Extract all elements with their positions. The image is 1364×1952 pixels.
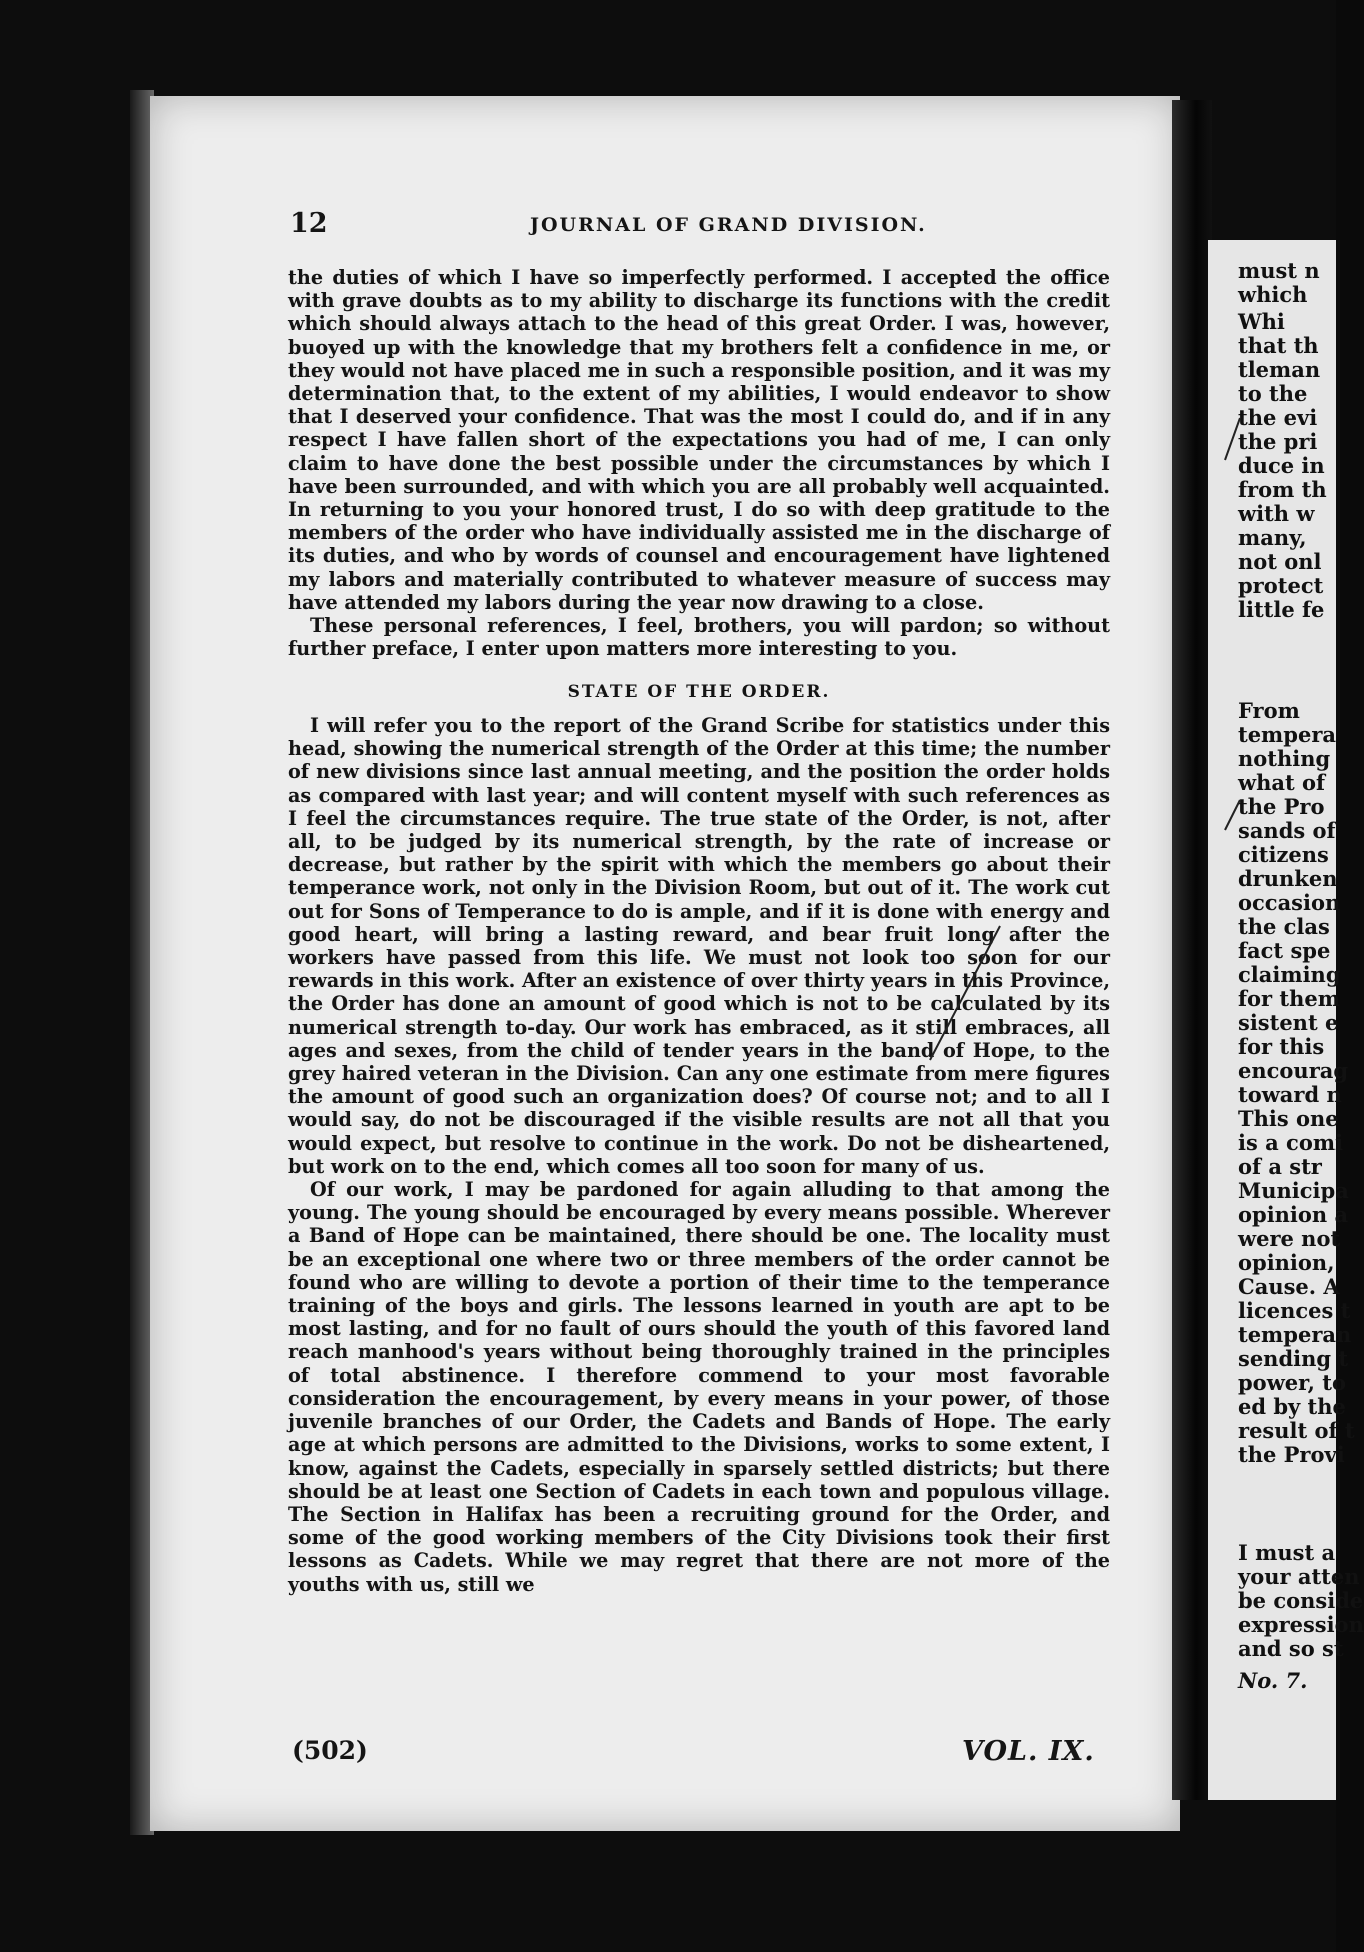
facing-page-line: tleman bbox=[1238, 357, 1321, 382]
facing-page-line: is a comi bbox=[1238, 1130, 1344, 1155]
facing-page-line: result of t bbox=[1238, 1418, 1355, 1443]
facing-page-line: little fe bbox=[1238, 597, 1325, 622]
facing-page-line: what of bbox=[1238, 770, 1326, 795]
facing-page-line: sistent e bbox=[1238, 1010, 1339, 1035]
facing-page-line: from th bbox=[1238, 477, 1327, 502]
section-paragraph: Of our work, I may be pardoned for again alluding to that among the young. The young should be encouraged by every means possible. Wherever a Band of Hope can be maintained, there should be one. The locality must be an exceptional one where two or three members of the order cannot be found who are willing to devote a portion of their time to the temperance training of the boys and girls. The lessons learned in youth are apt to be most lasting, and for no fault of ours should the youth of this favored land reach manhood's years without being thoroughly trained in the principles of total abstinence. I therefore commend to your most favorable consideration the encouragement, by every means in your power, of those juvenile branches of our Order, the Cadets and Bands of Hope. The early age at which persons are admitted to the Divisions, works to some extent, I know, against the Cadets, especially in sparsely settled districts; but there should be at least one Section of Cadets in each town and populous village. The Section in Halifax has been a recruiting ground for the Order, and some of the good working members of the City Divisions took their first lessons as Cadets. While we may regret that there are not more of the youths with us, still we bbox=[288, 1178, 1110, 1596]
facing-page-line: be conside bbox=[1238, 1588, 1364, 1613]
facing-page-line: temperan bbox=[1238, 1322, 1352, 1347]
facing-page-line: which bbox=[1238, 282, 1308, 307]
facing-page-line: sands of bbox=[1238, 818, 1336, 843]
book-gutter bbox=[1172, 100, 1212, 1800]
section-heading: STATE OF THE ORDER. bbox=[567, 682, 831, 702]
facing-page-line: I must a bbox=[1238, 1540, 1336, 1565]
facing-page-line: From bbox=[1238, 698, 1300, 723]
facing-page-line: of a str bbox=[1238, 1154, 1322, 1179]
facing-page-line: opinion a bbox=[1238, 1202, 1349, 1227]
facing-page-line: to the bbox=[1238, 381, 1308, 406]
facing-page-line: nothing bbox=[1238, 746, 1331, 771]
facing-page-line: the clas bbox=[1238, 914, 1330, 939]
facing-page-line: fact spe bbox=[1238, 938, 1331, 963]
facing-page-line: and so st bbox=[1238, 1636, 1344, 1661]
facing-page-line: protect bbox=[1238, 573, 1324, 598]
facing-page-line: for this bbox=[1238, 1034, 1325, 1059]
page-number: 12 bbox=[290, 208, 328, 239]
facing-page-line: duce in bbox=[1238, 453, 1325, 478]
facing-page-line: claiming bbox=[1238, 962, 1341, 987]
facing-page-line: Whi bbox=[1238, 309, 1285, 334]
facing-page-line: encourag bbox=[1238, 1058, 1349, 1083]
intro-text-block bbox=[288, 266, 1110, 660]
facing-page-line: the Provi bbox=[1238, 1442, 1345, 1467]
facing-page-line: Cause. A bbox=[1238, 1274, 1340, 1299]
facing-page-line: many, bbox=[1238, 525, 1307, 550]
facing-page-line: your atten bbox=[1238, 1564, 1360, 1589]
facing-page-line: expression bbox=[1238, 1612, 1364, 1637]
facing-page-line: licences t bbox=[1238, 1298, 1351, 1323]
facing-page-line: opinion, bbox=[1238, 1250, 1335, 1275]
intro-paragraph: These personal references, I feel, brothers, you will pardon; so without further preface, I enter upon matters more interesting to you. bbox=[288, 614, 1110, 661]
running-head: JOURNAL OF GRAND DIVISION. bbox=[530, 214, 927, 236]
facing-page-line: for them bbox=[1238, 986, 1340, 1011]
facing-page-line: No. 7. bbox=[1238, 1668, 1308, 1693]
facing-page-fragment bbox=[1208, 240, 1364, 1800]
facing-page-line: power, to bbox=[1238, 1370, 1346, 1395]
page-header bbox=[290, 208, 1100, 238]
journal-page bbox=[150, 96, 1180, 1831]
section-paragraph: I will refer you to the report of the Grand Scribe for statistics under this head, showing the numerical strength of the Order at this time; the number of new divisions since last annual meeting, and the position the order holds as compared with last year; and will content myself with such references as I feel the circumstances require. The true state of the Order, is not, after all, to be judged by its numerical strength, by the rate of increase or decrease, but rather by the spirit with which the members go about their temperance work, not only in the Division Room, but out of it. The work cut out for Sons of Temperance to do is ample, and if it is done with energy and good heart, will bring a lasting reward, and bear fruit long after the workers have passed from this life. We must not look too soon for our rewards in this work. After an existence of over thirty years in this Province, the Order has done an amount of good which is not to be calculated by its numerical strength to-day. Our work has embraced, as it still embraces, all ages and sexes, from the child of tender years in the band of Hope, to the grey haired veteran in the Division. Can any one estimate from mere figures the amount of good such an organization does? Of course not; and to all I would say, do not be discouraged if the visible results are not all that you would expect, but resolve to continue in the work. Do not be disheartened, but work on to the end, which comes all too soon for many of us. bbox=[288, 714, 1110, 1178]
facing-page-line: the evi bbox=[1238, 405, 1318, 430]
facing-page-line: must n bbox=[1238, 258, 1320, 283]
intro-paragraph: the duties of which I have so imperfectly performed. I accepted the office with grave doubts as to my ability to discharge its functions with the credit which should always attach to the head of this great Order. I was, however, buoyed up with the knowledge that my brothers felt a confidence in me, or they would not have placed me in such a responsible position, and it was my determination that, to the extent of my abilities, I would endeavor to show that I deserved your confidence. That was the most I could do, and if in any respect I have fallen short of the expectations you had of me, I can only claim to have done the best possible under the circumstances by which I have been surrounded, and with which you are all probably well acquainted. In returning to you your honored trust, I do so with deep gratitude to the members of the order who have individually assisted me in the discharge of its duties, and who by words of counsel and encouragement have lightened my labors and materially contributed to whatever measure of success may have attended my labors during the year now drawing to a close. bbox=[288, 266, 1110, 614]
facing-page-line: with w bbox=[1238, 501, 1315, 526]
footer-page-code: (502) bbox=[292, 1736, 368, 1765]
facing-page-line: the pri bbox=[1238, 429, 1318, 454]
facing-page-line: drunken bbox=[1238, 866, 1338, 891]
facing-page-line: sending t bbox=[1238, 1346, 1349, 1371]
facing-page-line: were not bbox=[1238, 1226, 1341, 1251]
facing-page-line: the Pro bbox=[1238, 794, 1325, 819]
facing-page-line: Municipa bbox=[1238, 1178, 1349, 1203]
section-text-block bbox=[288, 714, 1110, 1596]
facing-page-line: ed by the bbox=[1238, 1394, 1346, 1419]
facing-page-line: tempera bbox=[1238, 722, 1336, 747]
facing-page-line: not onl bbox=[1238, 549, 1322, 574]
facing-page-line: citizens bbox=[1238, 842, 1329, 867]
facing-page-line: This one bbox=[1238, 1106, 1339, 1131]
facing-page-line: occasion bbox=[1238, 890, 1341, 915]
facing-page-line: toward n bbox=[1238, 1082, 1342, 1107]
facing-page-line: that th bbox=[1238, 333, 1319, 358]
footer-volume: VOL. IX. bbox=[962, 1736, 1095, 1767]
